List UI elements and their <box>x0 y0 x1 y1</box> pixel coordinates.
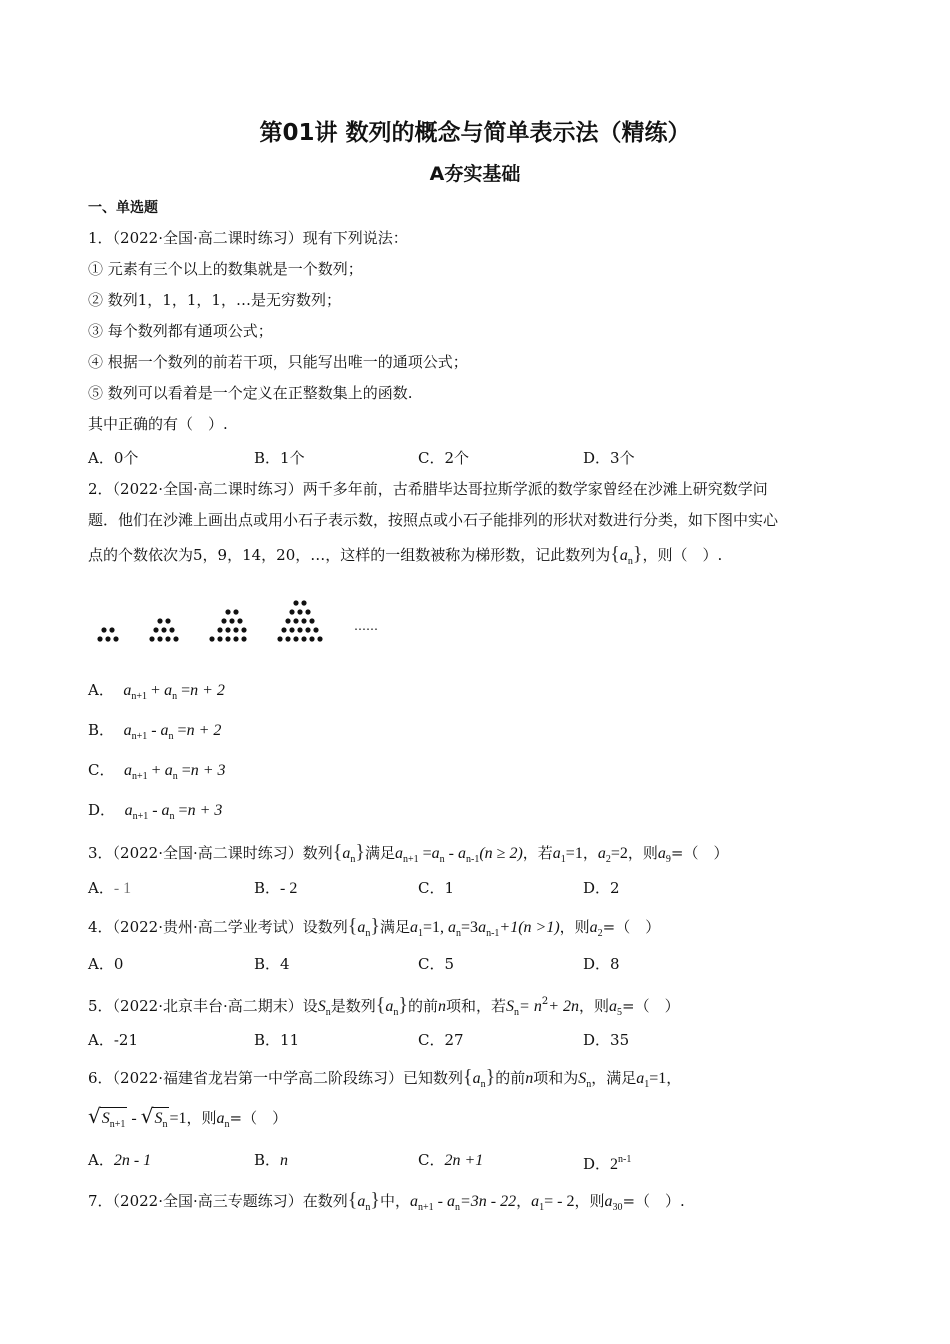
q5-option-d[interactable]: D．35 <box>583 1031 630 1049</box>
q1-item-3: ③ 每个数列都有通项公式； <box>88 322 273 340</box>
q2-line-3-text: 点的个数依次为5，9，14，20，…，这样的一组数被称为梯形数，记此数列为 <box>88 546 611 564</box>
trapezoid-dots-figure <box>92 594 412 650</box>
q2-line-1: 2．（2022·全国·高二课时练习）两千多年前，古希腊毕达哥拉斯学派的数学家曾经在沙滩上研究数学问 <box>88 480 768 498</box>
q4-option-a[interactable]: A．0 <box>88 955 124 973</box>
q1-item-5: ⑤ 数列可以看着是一个定义在正整数集上的函数. <box>88 384 413 402</box>
q5-stem: 5．（2022·北京丰台·高二期末）设$S_n$是数列$\{a_n\}$的前n项和，若$S_n= n^2+ 2n$，则$a_5=$（ ） <box>88 994 680 1018</box>
q3-option-a[interactable]: A．- 1 <box>88 879 132 897</box>
q3-option-d[interactable]: D．2 <box>583 879 620 897</box>
q4-option-b[interactable]: B．4 <box>254 955 290 973</box>
q2-line-3: 点的个数依次为5，9，14，20，…，这样的一组数被称为梯形数，记此数列为$\{a_n\}$，则（ ）. <box>88 543 723 567</box>
q2-option-a[interactable]: A． $a_{n+1} + a_n =n + 2$ <box>88 681 225 702</box>
q1-ask: 其中正确的有（ ）. <box>88 415 228 433</box>
section-heading: 一、单选题 <box>88 200 158 216</box>
q1-option-d[interactable]: D．3个 <box>583 449 635 467</box>
q1-item-2: ② 数列1，1，1，1，…是无穷数列； <box>88 291 341 309</box>
q2-line-2: 题．他们在沙滩上画出点或用小石子表示数，按照点或小石子能排列的形状对数进行分类，如下图中实心 <box>88 511 779 529</box>
q5-option-a[interactable]: A．-21 <box>88 1031 138 1049</box>
q2-option-d[interactable]: D． $a_{n+1} - a_n =n + 3$ <box>88 801 223 822</box>
page-title: 第01讲 数列的概念与简单表示法（精练） <box>259 120 691 146</box>
q2-line-3-end: ，则（ ）. <box>642 546 723 564</box>
figure-ellipsis: …… <box>354 619 378 633</box>
section-subtitle: A夯实基础 <box>429 163 521 185</box>
q5-option-c[interactable]: C．27 <box>418 1031 464 1049</box>
q1-option-c[interactable]: C．2个 <box>418 449 470 467</box>
q1-item-4: ④ 根据一个数列的前若干项，只能写出唯一的通项公式； <box>88 353 468 371</box>
q1-option-b[interactable]: B．1个 <box>254 449 305 467</box>
q4-option-d[interactable]: D．8 <box>583 955 620 973</box>
q6-option-b[interactable]: B．n <box>254 1151 289 1169</box>
q3-option-c[interactable]: C．1 <box>418 879 455 897</box>
q6-stem: 6．（2022·福建省龙岩第一中学高二阶段练习）已知数列$\{a_n\}$的前n项和为$S_n$，满足$a_1=1$， <box>88 1066 682 1090</box>
q3-option-b[interactable]: B．- 2 <box>254 879 298 897</box>
q6-option-c[interactable]: C．2n +1 <box>418 1151 484 1169</box>
q1-stem: 1．（2022·全国·高二课时练习）现有下列说法： <box>88 229 408 247</box>
q6-option-a[interactable]: A．2n - 1 <box>88 1151 152 1169</box>
q5-option-b[interactable]: B．11 <box>254 1031 300 1049</box>
q1-option-a[interactable]: A．0个 <box>88 449 139 467</box>
q6-condition: $√S_{n+1} - √S_n =1$，则$a_n=$（ ） <box>88 1106 287 1135</box>
q4-option-c[interactable]: C．5 <box>418 955 455 973</box>
q7-stem: 7．（2022·全国·高三专题练习）在数列$\{a_n\}$中，$a_{n+1} - a_n=3n - 22$，$a_1= - 2$，则$a_{30}=$（ ）. <box>88 1189 685 1213</box>
q2-option-c[interactable]: C． $a_{n+1} + a_n =n + 3$ <box>88 761 226 782</box>
q4-stem: 4．（2022·贵州·高二学业考试）设数列$\{a_n\}$满足$a_1=1$, $a_n=3a_{n-1}+1(n >1)$，则$a_2=$（ ） <box>88 915 661 939</box>
q3-stem: 3．（2022·全国·高二课时练习）数列$\{a_n\}$满足$a_{n+1} =a_n - a_{n-1}(n \ge 2)$，若$a_1=1$，$a_2=2$，则$a_9=$（ ） <box>88 841 729 865</box>
q6-option-d[interactable]: D．2$^{n-1}$ <box>583 1154 632 1173</box>
q1-item-1: ① 元素有三个以上的数集就是一个数列； <box>88 260 363 278</box>
q2-option-b[interactable]: B． $a_{n+1} - a_n =n + 2$ <box>88 721 222 742</box>
